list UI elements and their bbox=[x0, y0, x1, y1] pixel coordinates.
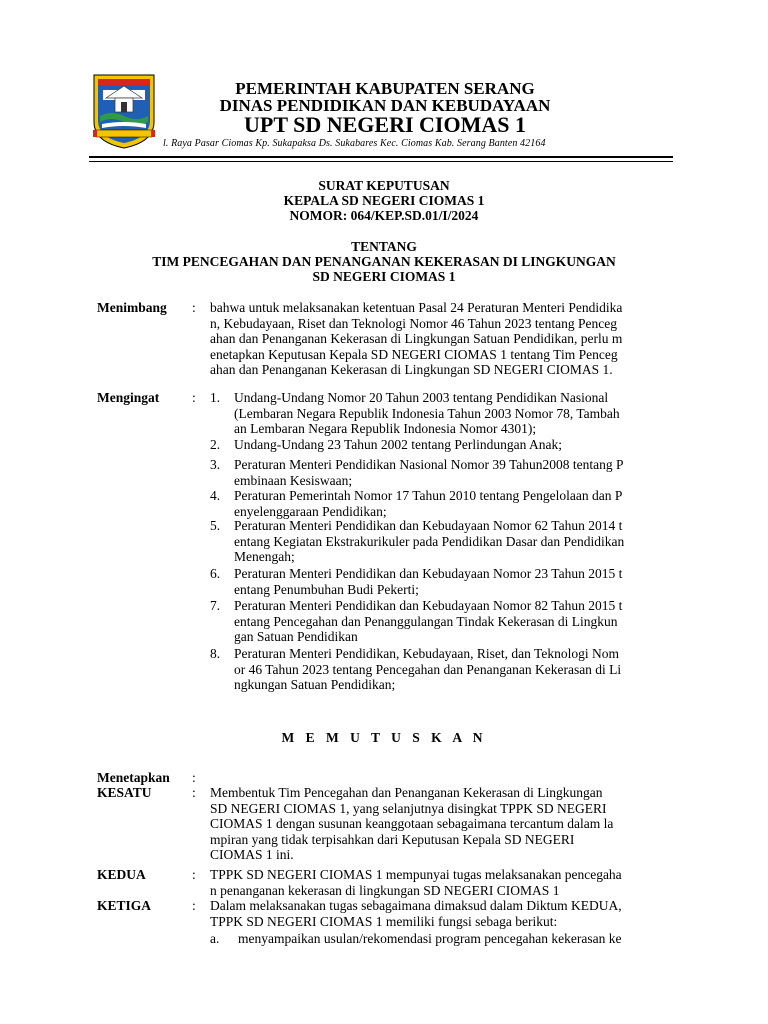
text-line: ahan dan Penanganan Kekerasan di Lingkungan SD NEGERI CIOMAS 1. bbox=[210, 362, 613, 377]
text-line: TPPK SD NEGERI CIOMAS 1 memiliki fungsi sebaga berikut: bbox=[210, 913, 558, 929]
kedua-text bbox=[210, 867, 622, 898]
text-line: Peraturan Menteri Pendidikan dan Kebudayaan Nomor 82 Tahun 2015 t bbox=[234, 598, 623, 613]
list-item bbox=[234, 518, 624, 565]
header-rule-thin bbox=[89, 161, 673, 162]
list-number: 2. bbox=[210, 437, 221, 452]
text-line: bahwa untuk melaksanakan ketentuan Pasal 24 Peraturan Menteri Pendidika bbox=[210, 300, 623, 315]
list-item bbox=[234, 566, 622, 597]
menetapkan-colon: : bbox=[192, 770, 196, 785]
text-line: an Lembaran Negara Republik Indonesia Nomor 4301); bbox=[234, 421, 537, 436]
text-line: embinaan Kesiswaan; bbox=[234, 472, 353, 488]
school-address: l. Raya Pasar Ciomas Kp. Sukapaksa Ds. Sukabares Kec. Ciomas Kab. Serang Banten 42164 bbox=[163, 138, 546, 149]
menimbang-colon: : bbox=[192, 300, 196, 315]
text-line: CIOMAS 1 dengan susunan keanggotaan sebagaimana tercantum dalam la bbox=[210, 816, 614, 831]
list-item bbox=[234, 598, 622, 645]
list-number: 7. bbox=[210, 598, 221, 613]
doc-type: SURAT KEPUTUSAN bbox=[318, 178, 450, 193]
ketiga-text bbox=[210, 898, 622, 929]
org-name-line2: DINAS PENDIDIKAN DAN KEBUDAYAAN bbox=[219, 96, 551, 115]
menetapkan-label: Menetapkan bbox=[97, 770, 170, 785]
text-line: (Lembaran Negara Republik Indonesia Tahun 2003 Nomor 78, Tambah bbox=[234, 405, 620, 421]
list-number: 3. bbox=[210, 457, 221, 472]
text-line: entang Kegiatan Ekstrakurikuler pada Pendidikan Dasar dan Pendidikan bbox=[234, 533, 625, 549]
text-line: entang Pencegahan dan Penanggulangan Tindak Kekerasan di Lingkun bbox=[234, 613, 618, 629]
text-line: Peraturan Menteri Pendidikan dan Kebudayaan Nomor 23 Tahun 2015 t bbox=[234, 566, 623, 581]
text-line: Undang-Undang 23 Tahun 2002 tentang Perlindungan Anak; bbox=[234, 437, 563, 452]
mengingat-label: Mengingat bbox=[97, 390, 160, 405]
text-line: Dalam melaksanakan tugas sebagaimana dimaksud dalam Diktum KEDUA, bbox=[210, 898, 622, 913]
list-number: 1. bbox=[210, 390, 221, 405]
subject-line1: TIM PENCEGAHAN DAN PENANGANAN KEKERASAN DI LINGKUNGAN bbox=[152, 254, 616, 269]
text-line: enyelenggaraan Pendidikan; bbox=[234, 503, 387, 519]
ketiga-colon: : bbox=[192, 898, 196, 913]
text-line: ahan dan Penanganan Kekerasan di Lingkungan Satuan Pendidikan, perlu m bbox=[210, 331, 623, 346]
subject-line2: SD NEGERI CIOMAS 1 bbox=[312, 269, 456, 284]
text-line: n penanganan kekerasan di lingkungan SD NEGERI CIOMAS 1 bbox=[210, 882, 560, 898]
kesatu-colon: : bbox=[192, 785, 196, 800]
sub-item-letter: a. bbox=[210, 931, 220, 946]
org-name-line1: PEMERINTAH KABUPATEN SERANG bbox=[235, 79, 535, 98]
text-line: enetapkan Keputusan Kepala SD NEGERI CIOMAS 1 tentang Tim Penceg bbox=[210, 346, 618, 362]
doc-number: NOMOR: 064/KEP.SD.01/I/2024 bbox=[289, 208, 479, 223]
text-line: n, Kebudayaan, Riset dan Teknologi Nomor 46 Tahun 2023 tentang Penceg bbox=[210, 315, 618, 331]
district-emblem-icon bbox=[91, 72, 157, 150]
text-line: mpiran yang tidak terpisahkan dari Keputusan Kepala SD NEGERI bbox=[210, 831, 575, 847]
list-number: 5. bbox=[210, 518, 221, 533]
kesatu-text bbox=[210, 785, 613, 863]
ketiga-label: KETIGA bbox=[97, 898, 152, 913]
text-line: entang Penumbuhan Budi Pekerti; bbox=[234, 581, 419, 597]
menimbang-text bbox=[210, 300, 622, 378]
mengingat-colon: : bbox=[192, 390, 196, 405]
sub-item-text: menyampaikan usulan/rekomendasi program pencegahan kekerasan ke bbox=[238, 931, 622, 946]
text-line: Peraturan Pemerintah Nomor 17 Tahun 2010 tentang Pengelolaan dan P bbox=[234, 488, 623, 503]
text-line: Peraturan Menteri Pendidikan, Kebudayaan, Riset, dan Teknologi Nom bbox=[234, 646, 619, 661]
text-line: Peraturan Menteri Pendidikan Nasional Nomor 39 Tahun2008 tentang P bbox=[234, 457, 624, 472]
kesatu-label: KESATU bbox=[97, 785, 152, 800]
tentang-heading: TENTANG bbox=[351, 239, 417, 254]
kedua-label: KEDUA bbox=[97, 867, 146, 882]
text-line: SD NEGERI CIOMAS 1, yang selanjutnya disingkat TPPK SD NEGERI bbox=[210, 800, 607, 816]
menimbang-label: Menimbang bbox=[97, 300, 167, 315]
list-item bbox=[234, 437, 562, 453]
text-line: Menengah; bbox=[234, 549, 295, 564]
list-item bbox=[234, 457, 623, 488]
text-line: CIOMAS 1 ini. bbox=[210, 847, 294, 862]
school-name: UPT SD NEGERI CIOMAS 1 bbox=[244, 112, 526, 137]
list-item bbox=[234, 390, 620, 437]
header-rule-thick bbox=[89, 156, 673, 158]
list-item bbox=[234, 646, 621, 693]
text-line: Peraturan Menteri Pendidikan dan Kebudayaan Nomor 62 Tahun 2014 t bbox=[234, 518, 623, 533]
list-number: 8. bbox=[210, 646, 221, 661]
text-line: or 46 Tahun 2023 tentang Pencegahan dan Penanganan Kekerasan di Li bbox=[234, 661, 622, 677]
kedua-colon: : bbox=[192, 867, 196, 882]
text-line: Undang-Undang Nomor 20 Tahun 2003 tentang Pendidikan Nasional bbox=[234, 390, 609, 405]
text-line: Membentuk Tim Pencegahan dan Penanganan Kekerasan di Lingkungan bbox=[210, 785, 603, 800]
list-item bbox=[234, 488, 622, 519]
text-line: ngkungan Satuan Pendidikan; bbox=[234, 677, 396, 692]
list-number: 4. bbox=[210, 488, 221, 503]
memutuskan-heading: M E M U T U S K A N bbox=[281, 730, 487, 745]
text-line: TPPK SD NEGERI CIOMAS 1 mempunyai tugas melaksanakan pencegaha bbox=[210, 867, 622, 882]
text-line: gan Satuan Pendidikan bbox=[234, 629, 358, 644]
doc-issuer: KEPALA SD NEGERI CIOMAS 1 bbox=[283, 193, 485, 208]
list-number: 6. bbox=[210, 566, 221, 581]
